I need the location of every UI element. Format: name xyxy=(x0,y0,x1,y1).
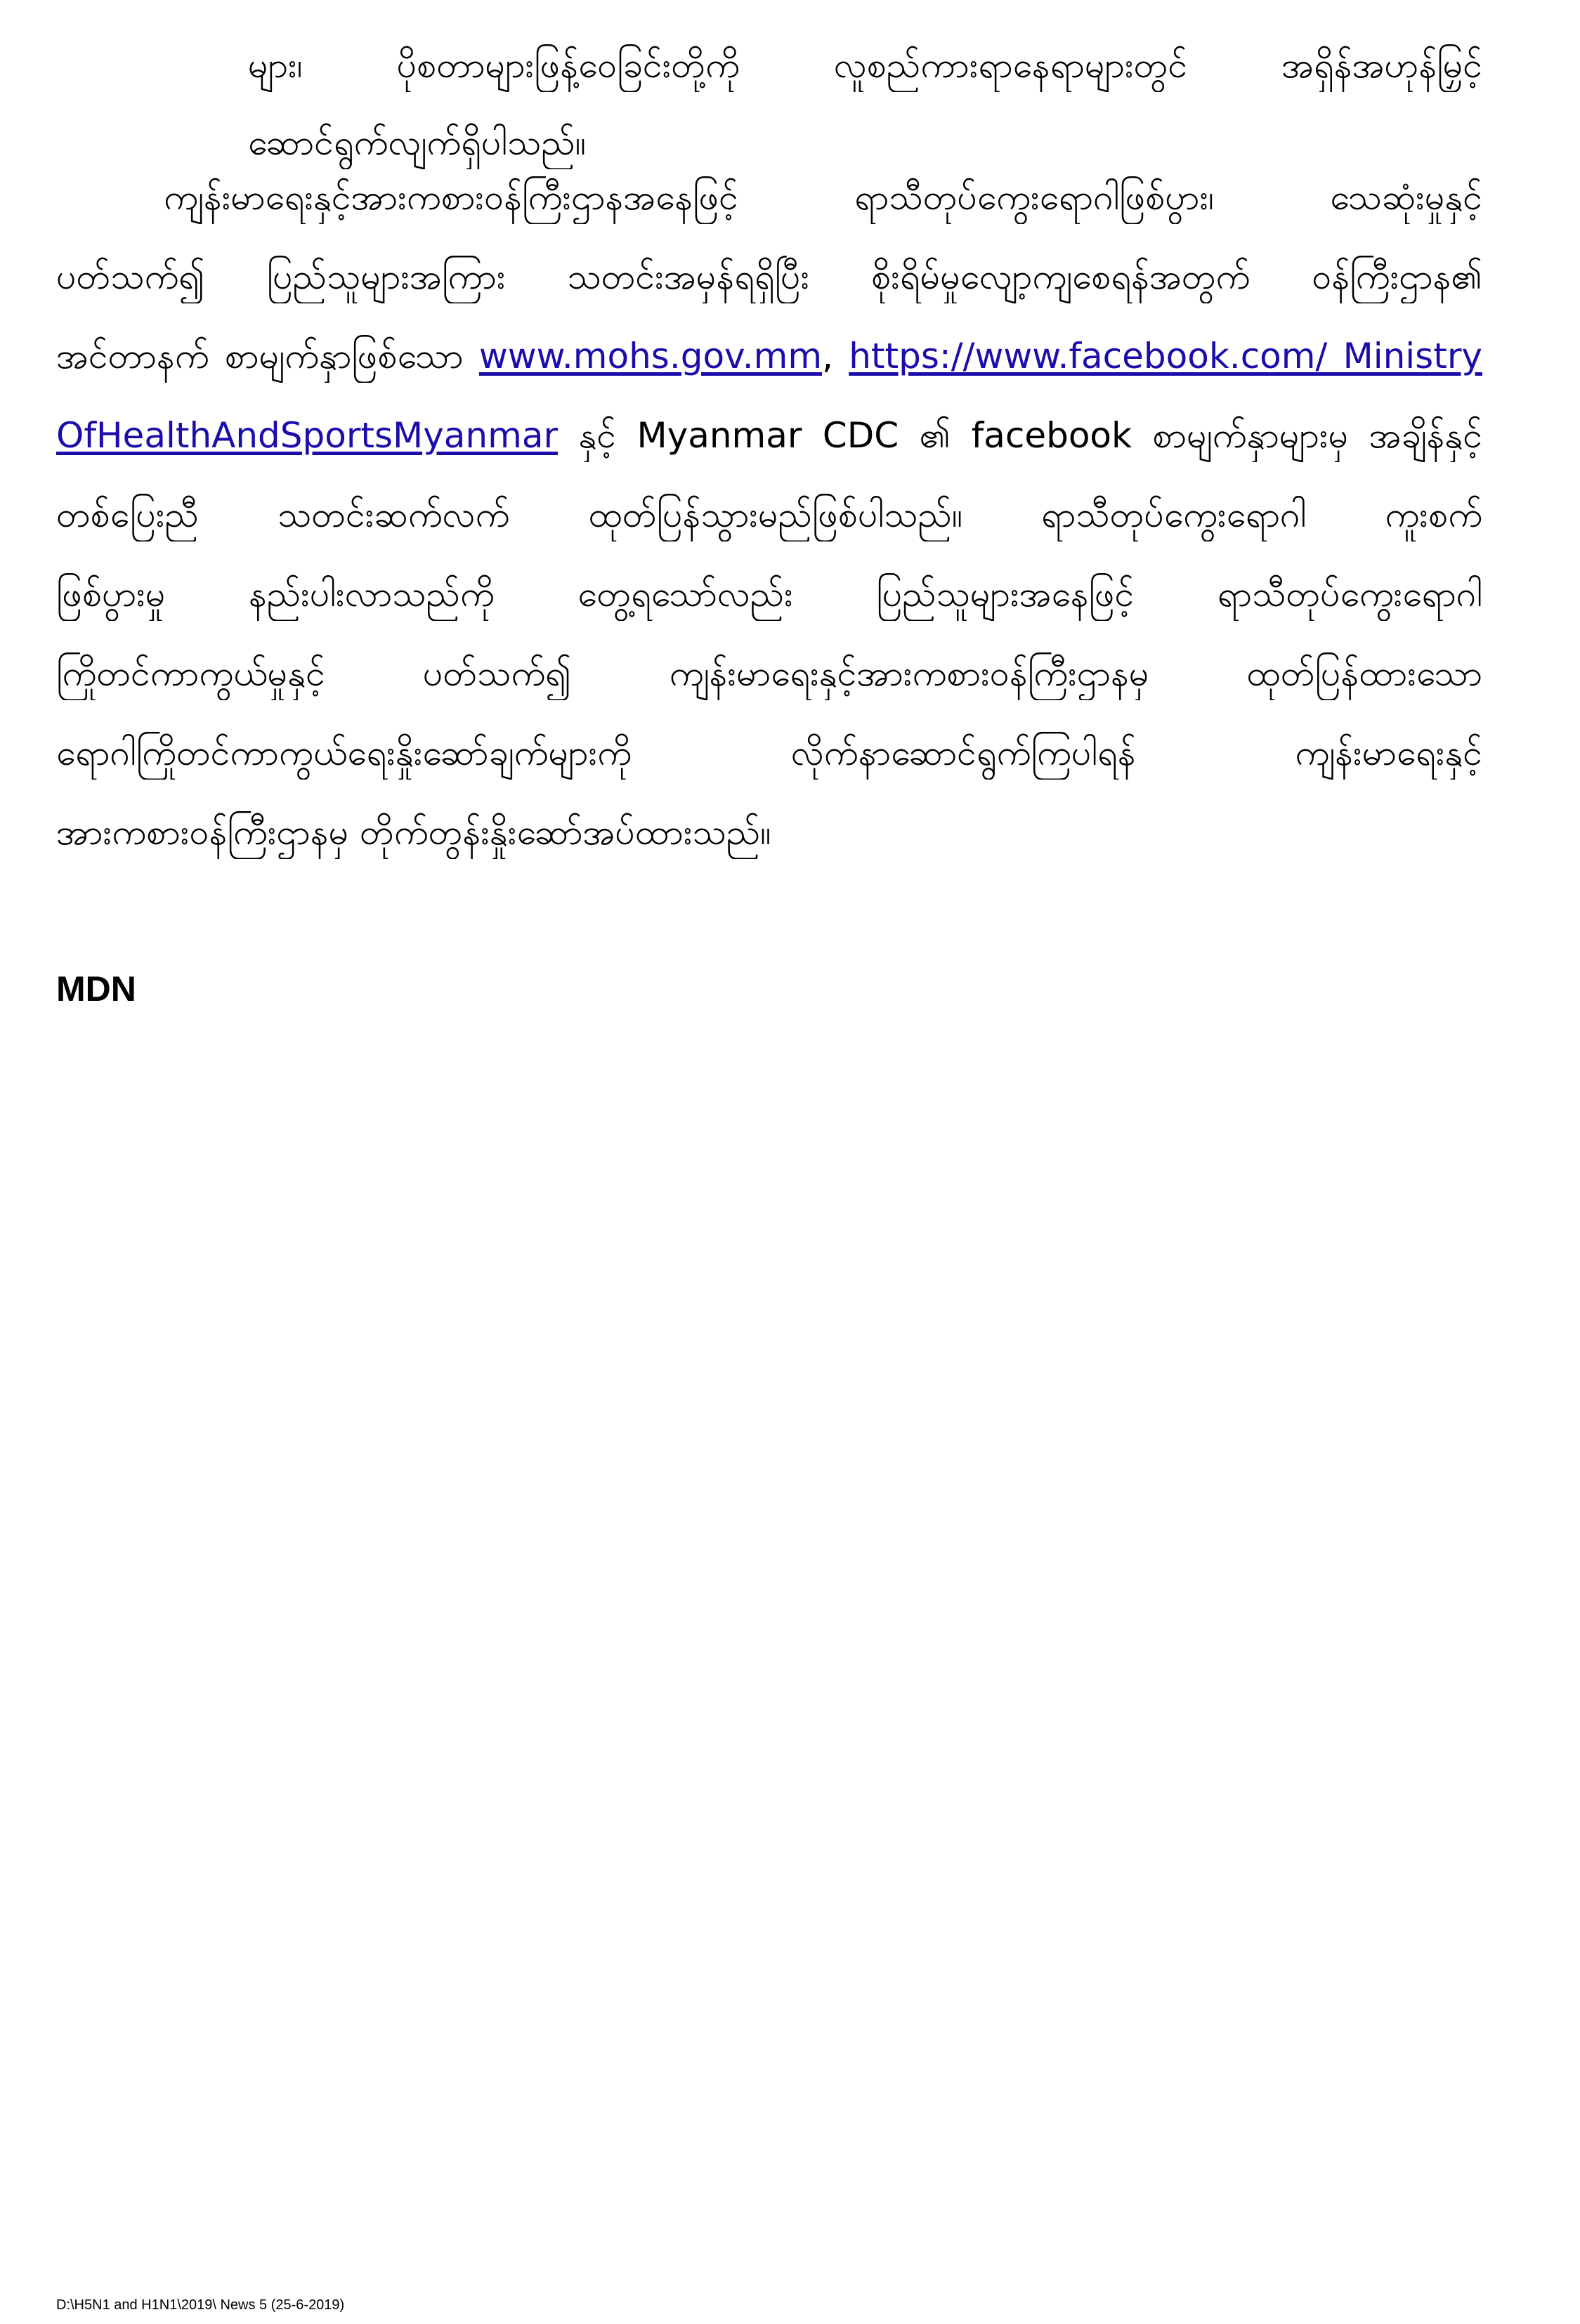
paragraph-2-line-8: ရောဂါကြိုတင်ကာကွယ်ရေးနှိုးဆော်ချက်များကို လိုက်နာဆောင်ရွက်ကြပါရန် ကျန်းမာရေးနှင့် xyxy=(56,733,1482,773)
paragraph-2-line-1: ကျန်းမာရေးနှင့်အားကစားဝန်ကြီးဌာနအနေဖြင့် ရာသီတုပ်ကွေးရောဂါဖြစ်ပွား၊ သေဆုံးမှုနှင့် xyxy=(164,177,1482,218)
paragraph-1-line-1: များ၊ ပိုစတာများဖြန့်ဝေခြင်းတို့ကို လူစည်ကားရာနေရာများတွင် အရှိန်အဟုန်မြှင့် xyxy=(248,45,1482,86)
mohs-website-link[interactable]: www.mohs.gov.mm xyxy=(478,336,823,376)
intro-text: အင်တာနက် စာမျက်နှာဖြစ်သော xyxy=(56,336,479,376)
signature: MDN xyxy=(56,969,136,1009)
paragraph-2-line-5: တစ်ပြေးညီ သတင်းဆက်လက် ထုတ်ပြန်သွားမည်ဖြစ်ပါသည်။ ရာသီတုပ်ကွေးရောဂါ ကူးစက် xyxy=(56,494,1482,535)
facebook-link-part-2[interactable]: OfHealthAndSportsMyanmar xyxy=(56,415,559,456)
paragraph-2-line-4 xyxy=(56,409,1482,462)
paragraph-2-line-9: အားကစားဝန်ကြီးဌာနမှ တိုက်တွန်းနှိုးဆော်အပ်ထားသည်။ xyxy=(56,812,771,853)
facebook-link-part-1[interactable]: https://www.facebook.com/ Ministry xyxy=(849,336,1482,376)
paragraph-2-line-7: ကြိုတင်ကာကွယ်မှုနှင့် ပတ်သက်၍ ကျန်းမာရေးနှင့်အားကစားဝန်ကြီးဌာနမှ ထုတ်ပြန်ထားသော xyxy=(56,653,1482,694)
link-separator: , xyxy=(822,336,849,376)
paragraph-2-line-6: ဖြစ်ပွားမှု နည်းပါးလာသည်ကို တွေ့ရသော်လည်း ပြည်သူများအနေဖြင့် ရာသီတုပ်ကွေးရောဂါ xyxy=(56,574,1482,615)
paragraph-1-line-2: ဆောင်ရွက်လျက်ရှိပါသည်။ xyxy=(248,122,586,163)
footer-file-path: D:\H5N1 and H1N1\2019\ News 5 (25-6-2019) xyxy=(56,2297,345,2313)
paragraph-2-line-2: ပတ်သက်၍ ပြည်သူများအကြား သတင်းအမှန်ရရှိပြီး စိုးရိမ်မှုလျော့ကျစေရန်အတွက် ဝန်ကြီးဌာန၏ xyxy=(56,256,1482,297)
paragraph-2-line-3 xyxy=(56,329,1482,383)
line-4-text: နှင့် Myanmar CDC ၏ facebook စာမျက်နှာများမှ အချိန်နှင့် xyxy=(558,415,1482,456)
